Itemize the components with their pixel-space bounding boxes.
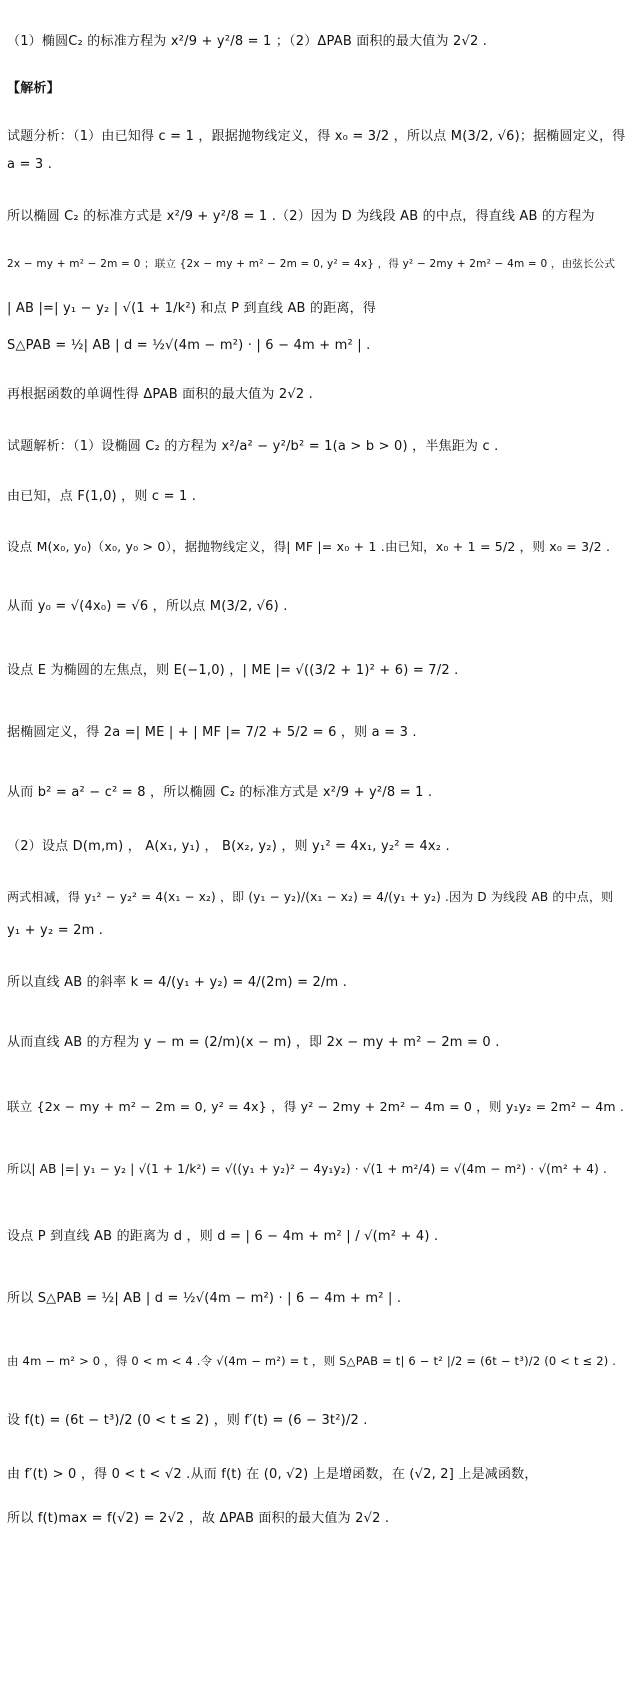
analysis-line: | AB |=| y₁ − y₂ | √(1 + 1/k²) 和点 P 到直线 AB 的距离，得	[7, 301, 377, 316]
solution-line: y₁ + y₂ = 2m .	[7, 923, 104, 938]
solution-line: 从而直线 AB 的方程为 y − m = (2/m)(x − m) ，即 2x − my + m² − 2m = 0 .	[7, 1035, 500, 1050]
solution-line: 由 f′(t) > 0 ，得 0 < t < √2 .从而 f(t) 在 (0, √2) 上是增函数，在 (√2, 2] 上是减函数，	[7, 1467, 538, 1482]
solution-line: 试题解析：（1）设椭圆 C₂ 的方程为 x²/a² − y²/b² = 1(a > b > 0) ，半焦距为 c .	[7, 439, 499, 454]
solution-line: 所以 S△PAB = ½| AB | d = ½√(4m − m²) · | 6 − 4m + m² | .	[7, 1291, 402, 1306]
solution-line: 从而 b² = a² − c² = 8 ，所以椭圆 C₂ 的标准方式是 x²/9 + y²/8 = 1 .	[7, 785, 433, 800]
solution-line: 所以直线 AB 的斜率 k = 4/(y₁ + y₂) = 4/(2m) = 2/m .	[7, 975, 348, 990]
analysis-line: 再根据函数的单调性得 ΔPAB 面积的最大值为 2√2 .	[7, 387, 313, 402]
answer-line: （1）椭圆C₂ 的标准方程为 x²/9 + y²/8 = 1 ；（2）ΔPAB 面积的最大值为 2√2 .	[7, 34, 488, 49]
solution-line: 由 4m − m² > 0 ，得 0 < m < 4 .令 √(4m − m²) = t ，则 S△PAB = t| 6 − t² |/2 = (6t − t³)/2 (0 < t ≤ 2) .	[7, 1354, 617, 1368]
analysis-line: a = 3 .	[7, 157, 53, 172]
solution-line: 设点 M(x₀, y₀)（x₀, y₀ > 0），据抛物线定义，得| MF |= x₀ + 1 .由已知，x₀ + 1 = 5/2 ，则 x₀ = 3/2 .	[7, 539, 611, 554]
solution-line: 据椭圆定义，得 2a =| ME | + | MF |= 7/2 + 5/2 = 6 ，则 a = 3 .	[7, 725, 417, 740]
solution-line: 两式相减，得 y₁² − y₂² = 4(x₁ − x₂) ，即 (y₁ − y₂)/(x₁ − x₂) = 4/(y₁ + y₂) .因为 D 为线段 AB 的中点，则	[7, 890, 614, 904]
solution-line: 联立 {2x − my + m² − 2m = 0, y² = 4x} ，得 y² − 2my + 2m² − 4m = 0 ，则 y₁y₂ = 2m² − 4m .	[7, 1099, 625, 1114]
analysis-line: 试题分析：（1）由已知得 c = 1 ，跟据抛物线定义，得 x₀ = 3/2 ，所以点 M(3/2, √6)；据椭圆定义，得	[7, 129, 626, 144]
solution-line: 所以| AB |=| y₁ − y₂ | √(1 + 1/k²) = √((y₁ + y₂)² − 4y₁y₂) · √(1 + m²/4) = √(4m − m²) · √(m² + 4) .	[7, 1162, 607, 1176]
solution-line: 从而 y₀ = √(4x₀) = √6 ，所以点 M(3/2, √6) .	[7, 599, 288, 614]
solution-line: 设点 P 到直线 AB 的距离为 d ，则 d = | 6 − 4m + m² | / √(m² + 4) .	[7, 1229, 439, 1244]
solution-line: 所以 f(t)max = f(√2) = 2√2 ，故 ΔPAB 面积的最大值为 2√2 .	[7, 1511, 390, 1526]
analysis-line: 所以椭圆 C₂ 的标准方式是 x²/9 + y²/8 = 1 .（2）因为 D 为线段 AB 的中点，得直线 AB 的方程为	[7, 209, 595, 224]
solution-line: 由已知，点 F(1,0) ，则 c = 1 .	[7, 489, 197, 504]
solution-line: 设 f(t) = (6t − t³)/2 (0 < t ≤ 2) ，则 f′(t) = (6 − 3t²)/2 .	[7, 1413, 368, 1428]
analysis-line: 2x − my + m² − 2m = 0 ；联立 {2x − my + m² − 2m = 0, y² = 4x} ，得 y² − 2my + 2m² − 4m = 0 ，由弦长公式	[7, 258, 616, 270]
analysis-line: S△PAB = ½| AB | d = ½√(4m − m²) · | 6 − 4m + m² | .	[7, 338, 371, 353]
solution-line: （2）设点 D(m,m) ， A(x₁, y₁) ， B(x₂, y₂) ，则 y₁² = 4x₁, y₂² = 4x₂ .	[7, 839, 450, 854]
solution-line: 设点 E 为椭圆的左焦点，则 E(−1,0) ，| ME |= √((3/2 + 1)² + 6) = 7/2 .	[7, 663, 459, 678]
analysis-header: 【解析】	[7, 81, 60, 96]
